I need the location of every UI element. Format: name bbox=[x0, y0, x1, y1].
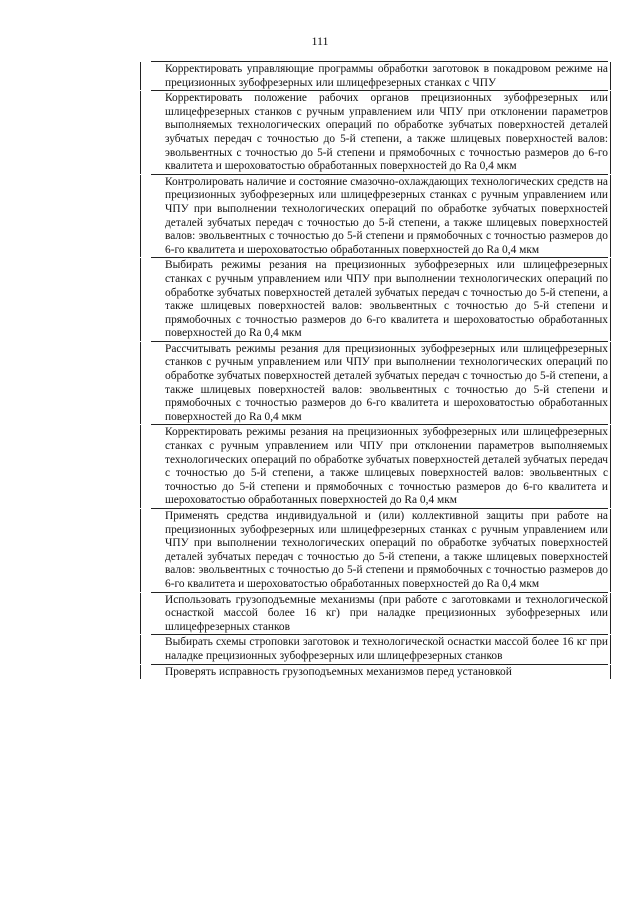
table-row bbox=[151, 90, 608, 174]
table-cell: Проверять исправность грузоподъемных механизмов перед установкой bbox=[165, 665, 512, 678]
table-row bbox=[151, 592, 608, 635]
skills-table bbox=[151, 61, 608, 679]
table-cell: Применять средства индивидуальной и (или) коллективной защиты при работе на прецизионных зубофрезерных или шлицефрезерных станках с ручным управлением или ЧПУ при выполнении технологических операций по обработке зубчатых поверхностей деталей зубчатых передач с точностью до 5-й степени, а также шлицевых поверхностей валов: эвольвентных с точностью до 5-й степени и прямобочных с точностью размеров до 6-го квалитета и шероховатостью обработанных поверхностей до Ra 0,4 мкм bbox=[165, 510, 608, 590]
table-cell: Корректировать положение рабочих органов прецизионных зубофрезерных или шлицефрезерных станков с ручным управлением или ЧПУ при отклонении параметров выполняемых технологических операций по обработке зубчатых поверхностей деталей зубчатых передач с точностью до 5-й степени, а также шлицевых поверхностей валов: эвольвентных с точностью до 5-й степени и прямобочных с точностью размеров до 6-го квалитета и шероховатостью обработанных поверхностей до Ra 0,4 мкм bbox=[165, 92, 608, 173]
table-row bbox=[151, 257, 608, 341]
table-cell: Выбирать схемы строповки заготовок и технологической оснастки массой более 16 кг при наладке прецизионных зубофрезерных или шлицефрезерных станков bbox=[165, 636, 608, 662]
table-cell: Корректировать режимы резания на прецизионных зубофрезерных или шлицефрезерных станках с ручным управлением или ЧПУ при отклонении параметров выполняемых технологических операций по обработке зубчатых поверхностей деталей зубчатых передач с точностью до 5-й степени, а также шлицевых поверхностей валов: эвольвентных с точностью до 5-й степени и прямобочных с точностью размеров до 6-го квалитета и шероховатостью обработанных поверхностей до Ra 0,4 мкм bbox=[165, 426, 608, 507]
table-cell: Корректировать управляющие программы обработки заготовок в покадровом режиме на прецизионных зубофрезерных или шлицефрезерных станках с ЧПУ bbox=[165, 63, 608, 89]
table-row bbox=[151, 634, 608, 663]
table-cell: Рассчитывать режимы резания для прецизионных зубофрезерных или шлицефрезерных станков с ручным управлением или ЧПУ при выполнении технологических операций по обработке зубчатых поверхностей деталей зубчатых передач с точностью до 5-й степени, а также шлицевых поверхностей валов: эвольвентных с точностью до 5-й степени и прямобочных с точностью размеров до 6-го квалитета и шероховатостью обработанных поверхностей до Ra 0,4 мкм bbox=[165, 342, 608, 423]
table-cell: Выбирать режимы резания на прецизионных зубофрезерных или шлицефрезерных станках с ручным управлением или ЧПУ при выполнении технологических операций по обработке зубчатых поверхностей деталей зубчатых передач с точностью до 5-й степени, а также шлицевых поверхностей валов: эвольвентных с точностью до 5-й степени и прямобочных с точностью размеров до 6-го квалитета и шероховатостью обработанных поверхностей до Ra 0,4 мкм bbox=[165, 259, 608, 340]
page-number: 111 bbox=[311, 34, 329, 48]
table-cell: Использовать грузоподъемные механизмы (при работе с заготовками и технологической оснасткой массой более 16 кг) при наладке прецизионных зубофрезерных или шлицефрезерных станков bbox=[165, 593, 608, 633]
table-row bbox=[151, 508, 608, 592]
table-row bbox=[151, 424, 608, 508]
table-row bbox=[151, 61, 608, 90]
table-row bbox=[151, 174, 608, 258]
table-cell: Контролировать наличие и состояние смазочно-охлаждающих технологических средств на прецизионных зубофрезерных или шлицефрезерных станках с ручным управлением или ЧПУ при выполнении технологических операций по обработке зубчатых поверхностей деталей зубчатых передач с точностью до 5-й степени, а также шлицевых поверхностей валов: эвольвентных с точностью до 5-й степени и прямобочных с точностью размеров до 6-го квалитета и шероховатостью обработанных поверхностей до Ra 0,4 мкм bbox=[165, 175, 608, 256]
table-row bbox=[151, 664, 608, 680]
table-row bbox=[151, 341, 608, 425]
